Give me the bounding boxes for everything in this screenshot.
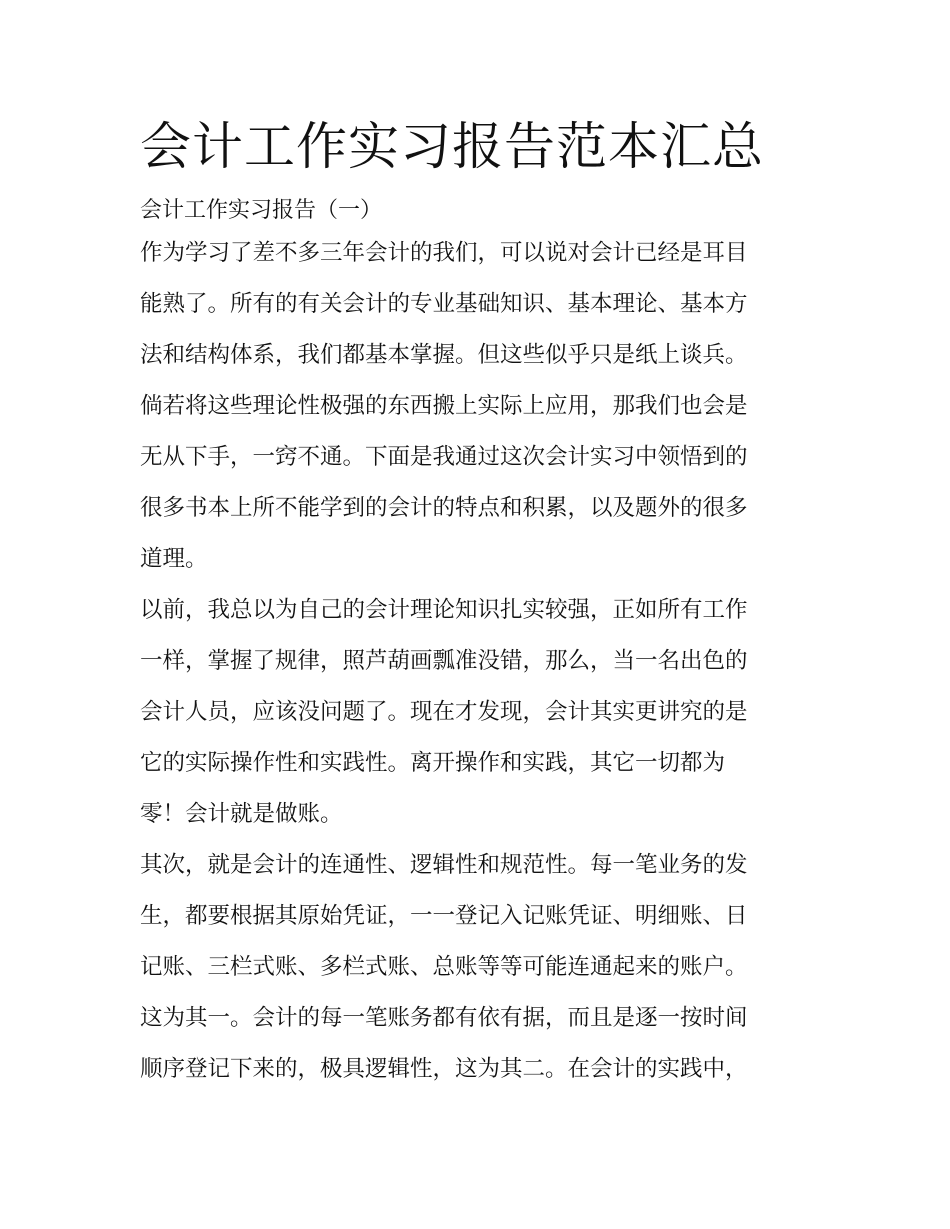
paragraph-line: 它的实际操作性和实践性。离开操作和实践，其它一切都为 <box>140 750 726 776</box>
paragraph-3 <box>140 840 820 1095</box>
paragraph-line: 记账、三栏式账、多栏式账、总账等等可能连通起来的账户。 <box>140 954 748 980</box>
paragraph-line: 其次，就是会计的连通性、逻辑性和规范性。每一笔业务的发 <box>140 852 748 878</box>
document-subtitle: 会计工作实习报告（一） <box>140 198 383 223</box>
paragraph-line: 很多书本上所不能学到的会计的特点和积累，以及题外的很多 <box>140 495 748 521</box>
paragraph-line: 会计人员，应该没问题了。现在才发现，会计其实更讲究的是 <box>140 699 748 725</box>
paragraph-1 <box>140 228 820 585</box>
paragraph-line: 生，都要根据其原始凭证，一一登记入记账凭证、明细账、日 <box>140 903 748 929</box>
paragraph-line: 法和结构体系，我们都基本掌握。但这些似乎只是纸上谈兵。 <box>140 342 748 368</box>
paragraph-2 <box>140 585 820 840</box>
paragraph-line: 能熟了。所有的有关会计的专业基础知识、基本理论、基本方 <box>140 291 748 317</box>
paragraph-line: 倘若将这些理论性极强的东西搬上实际上应用，那我们也会是 <box>140 393 748 419</box>
paragraph-line: 这为其一。会计的每一笔账务都有依有据，而且是逐一按时间 <box>140 1005 748 1031</box>
paragraph-line: 道理。 <box>140 546 208 572</box>
paragraph-line: 一样，掌握了规律，照芦葫画瓢准没错，那么，当一名出色的 <box>140 648 748 674</box>
paragraph-line: 零！会计就是做账。 <box>140 801 343 827</box>
paragraph-line: 顺序登记下来的，极具逻辑性，这为其二。在会计的实践中， <box>140 1056 748 1082</box>
document-title: 会计工作实习报告范本汇总 <box>140 118 765 177</box>
document-content <box>140 118 820 1095</box>
paragraph-line: 无从下手，一窍不通。下面是我通过这次会计实习中领悟到的 <box>140 444 748 470</box>
paragraph-line: 作为学习了差不多三年会计的我们，可以说对会计已经是耳目 <box>140 240 748 266</box>
paragraph-line: 以前，我总以为自己的会计理论知识扎实较强，正如所有工作 <box>140 597 748 623</box>
